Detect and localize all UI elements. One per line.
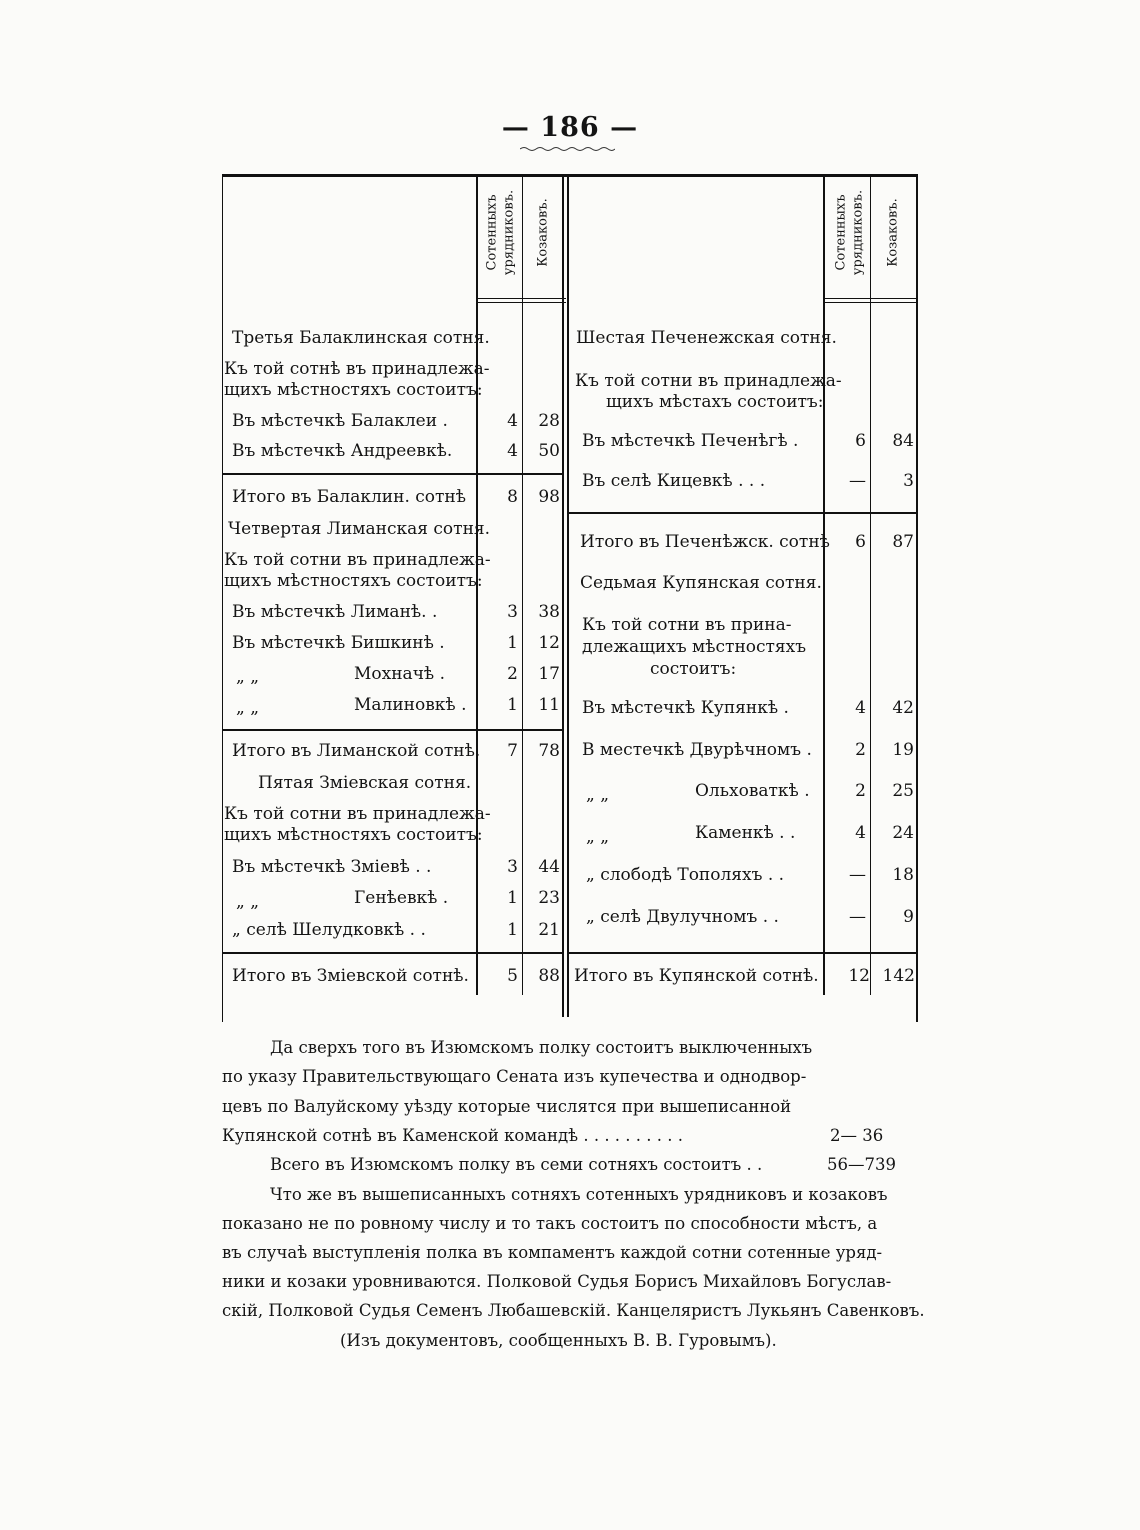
paragraph-line: скій, Полковой Судья Семенъ Любашевскій. Канцеляристъ Лукьянъ Савенковъ. <box>222 1301 925 1320</box>
paragraph-line: по указу Правительствующаго Сената изъ купечества и однодвор- <box>222 1067 807 1086</box>
section-note: Къ той сотнѣ въ принадлежа- <box>224 359 490 379</box>
table-left-border <box>222 174 223 1022</box>
total-rule <box>223 952 562 954</box>
section-note: состоитъ: <box>650 659 737 679</box>
paragraph-line: Купянской сотнѣ въ Каменской командѣ . . . . . . . . . . <box>222 1126 683 1145</box>
paragraph-line: ники и козаки уровниваются. Полковой Судья Борисъ Михайловъ Богуслав- <box>222 1272 892 1291</box>
paragraph-line: въ случаѣ выступленія полка въ компаментъ каждой сотни сотенные уряд- <box>222 1243 883 1262</box>
section-note: длежащихъ мѣстностяхъ <box>582 637 807 657</box>
header-rule <box>476 302 566 303</box>
total-rule <box>569 512 917 514</box>
grand-total-value: 56—739 <box>827 1155 896 1174</box>
paragraph-line: показано не по ровному числу и то такъ состоитъ по способности мѣстъ, а <box>222 1214 878 1233</box>
header-uryadnikov: урядниковъ. <box>501 189 517 276</box>
header-rule <box>476 298 566 299</box>
section-note: щихъ мѣстностяхъ состоитъ: <box>224 825 483 845</box>
section-note: Къ той сотни въ принадлежа- <box>575 371 842 391</box>
table-right-border <box>916 174 918 1022</box>
header-kozakov: Козаковъ. <box>885 198 901 267</box>
table-top-rule <box>222 174 918 177</box>
header-sotennykh: Сотенныхъ <box>833 194 849 271</box>
section-note: Къ той сотни въ принадлежа- <box>224 804 491 824</box>
header-kozakov: Козаковъ. <box>535 198 551 267</box>
section-title: Четвертая Лиманская сотня. <box>228 519 491 539</box>
section-note: щихъ мѣстностяхъ состоитъ: <box>224 571 483 591</box>
page-number: — 186 — <box>501 112 639 143</box>
total-rule <box>223 473 562 475</box>
column-rule <box>823 177 825 995</box>
section-title: Шестая Печенежская сотня. <box>576 328 837 348</box>
section-note: Къ той сотни въ принадлежа- <box>224 550 491 570</box>
total-rule <box>569 952 917 954</box>
grand-total-line: Всего въ Изюмскомъ полку въ семи сотняхъ состоитъ . . <box>270 1155 763 1174</box>
section-title: Третья Балаклинская сотня. <box>232 328 490 348</box>
column-rule <box>870 177 871 995</box>
source-note: (Изъ документовъ, сообщенныхъ В. В. Гуровымъ). <box>340 1331 777 1350</box>
paragraph-line: Что же въ вышеписанныхъ сотняхъ сотенныхъ урядниковъ и козаковъ <box>270 1185 888 1204</box>
section-note: Къ той сотни въ прина- <box>582 615 792 635</box>
center-double-rule <box>567 177 569 1017</box>
page-number-ornament <box>520 146 615 152</box>
total-value: 2— 36 <box>830 1126 884 1145</box>
center-double-rule <box>562 177 564 1017</box>
total-rule <box>223 729 562 731</box>
header-sotennykh: Сотенныхъ <box>484 194 500 271</box>
paragraph-line: Да сверхъ того въ Изюмскомъ полку состоитъ выключенныхъ <box>270 1038 813 1057</box>
section-title: Пятая Зміевская сотня. <box>258 773 472 793</box>
section-title: Седьмая Купянская сотня. <box>580 573 822 593</box>
section-note: щихъ мѣстахъ состоитъ: <box>606 392 824 412</box>
section-note: щихъ мѣстностяхъ состоитъ: <box>224 380 483 400</box>
paragraph-line: цевъ по Валуйскому уѣзду которые числятся при вышеписанной <box>222 1097 792 1116</box>
header-uryadnikov: урядниковъ. <box>850 189 866 276</box>
